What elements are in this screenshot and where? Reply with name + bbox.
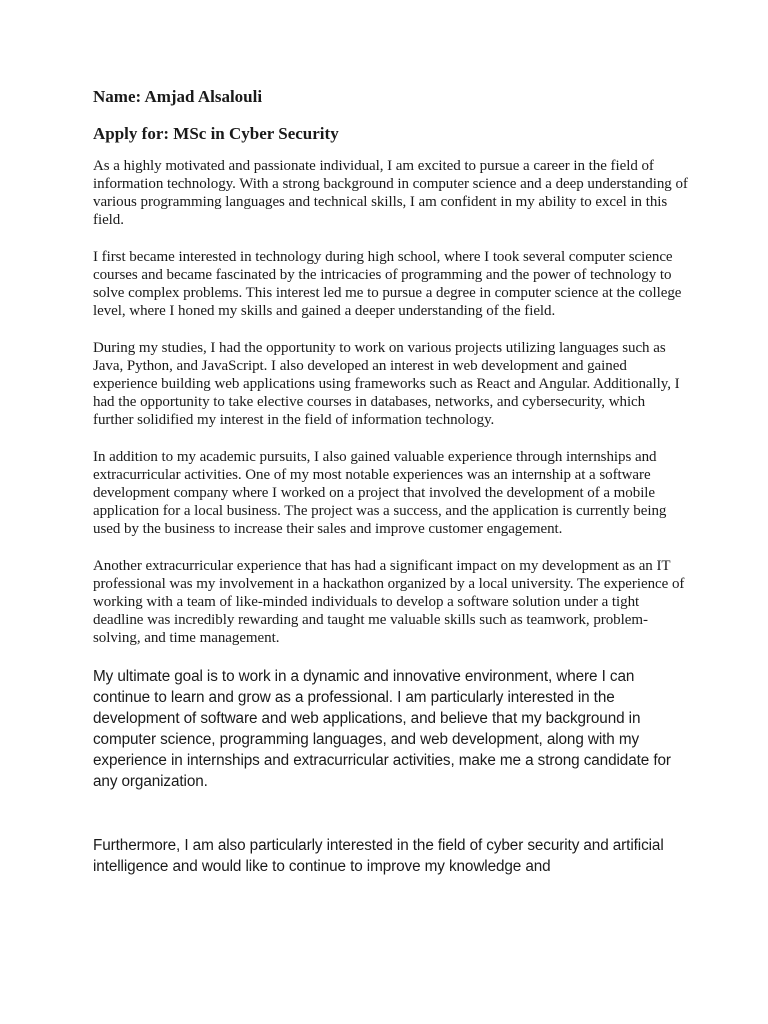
paragraph-studies: During my studies, I had the opportunity to work on various projects utilizing languages such as Java, Python, and JavaScript. I also developed an interest in web development and gained experience building web applications using frameworks such as React and Angular. Additionally, I had the opportunity to take elective courses in databases, networks, and cybersecurity, which further solidified my interest in the field of information technology. xyxy=(93,340,680,428)
applicant-name: Name: Amjad Alsalouli xyxy=(93,87,263,106)
paragraph-internships: In addition to my academic pursuits, I also gained valuable experience through internships and extracurricular activities. One of my most notable experiences was an internship at a software development company where I worked on a project that involved the development of a mobile application for a local business. The project was a success, and the application is currently being used by the business to increase their sales and improve customer engagement. xyxy=(93,449,667,537)
document-body xyxy=(93,86,688,877)
program-applied: Apply for: MSc in Cyber Security xyxy=(93,124,339,143)
paragraph-goal: My ultimate goal is to work in a dynamic and innovative environment, where I can continue to learn and grow as a professional. I am particularly interested in the development of software and web applications, and believe that my background in computer science, programming languages, and web development, along with my experience in internships and extracurricular activities, make me a strong candidate for any organization. xyxy=(93,668,671,790)
paragraph-interest: I first became interested in technology during high school, where I took several computer science courses and became fascinated by the intricacies of programming and the power of technology to solve complex problems. This interest led me to pursue a degree in computer science at the college level, where I honed my skills and gained a deeper understanding of the field. xyxy=(93,249,682,319)
paragraph-intro: As a highly motivated and passionate individual, I am excited to pursue a career in the field of information technology. With a strong background in computer science and a deep understanding of various programming languages and technical skills, I am confident in my ability to excel in this field. xyxy=(93,158,688,228)
paragraph-hackathon: Another extracurricular experience that has had a significant impact on my development as an IT professional was my involvement in a hackathon organized by a local university. The experience of working with a team of like-minded individuals to develop a software solution under a tight deadline was incredibly rewarding and taught me valuable skills such as teamwork, problem-solving, and time management. xyxy=(93,558,685,646)
paragraph-furthermore: Furthermore, I am also particularly interested in the field of cyber security and artificial intelligence and would like to continue to improve my knowledge and xyxy=(93,837,664,875)
